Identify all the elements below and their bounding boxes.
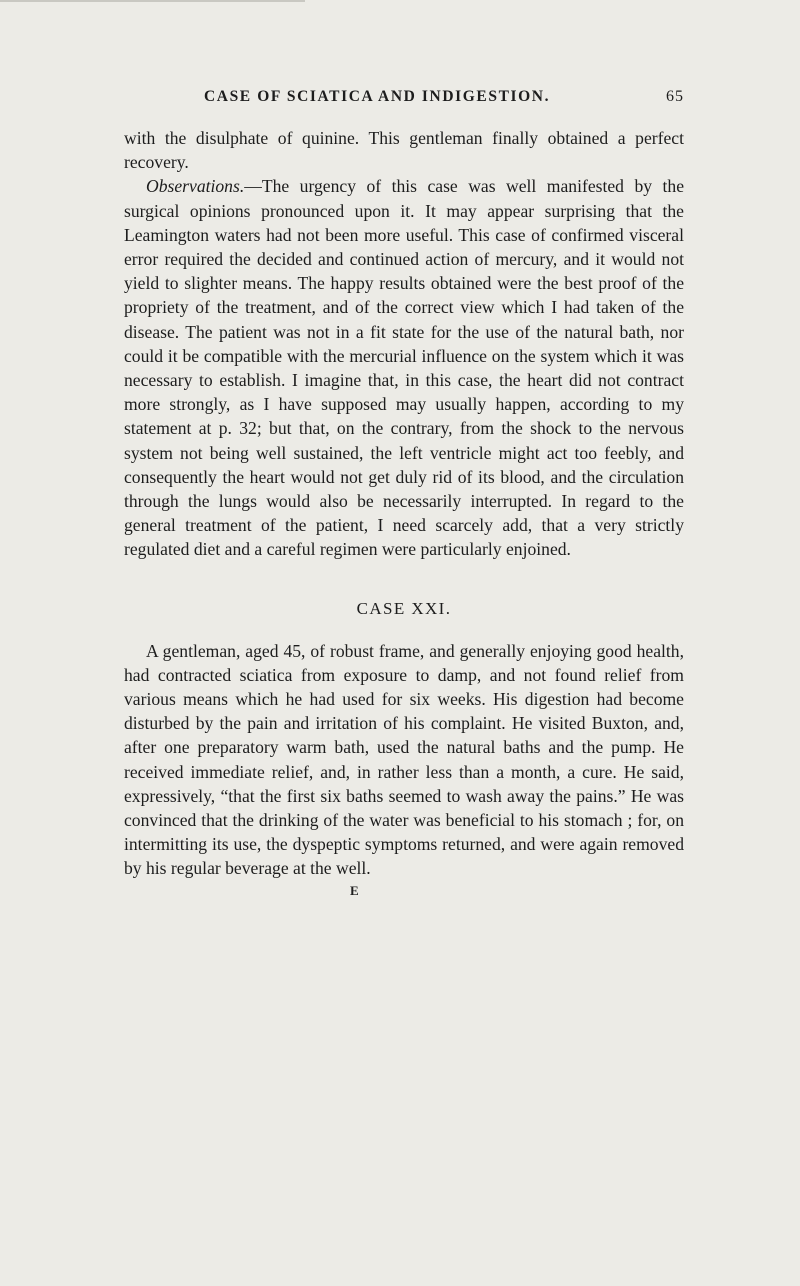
observations-text: —The urgency of this case was well manifested by the surgical opinions pronounced upon it. It may appear surprising that the Leamington waters had not been more useful. This case of confirmed visceral error required the decided and continued action of mercury, and it would not yield to slighter means. The happy results obtained were the best proof of the propriety of the treatment, and of the correct view which I had taken of the disease. The patient was not in a fit state for the use of the natural bath, nor could it be compatible with the mercurial influence on the system which it was necessary to establish. I imagine that, in this case, the heart did not contract more strongly, as I have supposed may usually happen, according to my statement at p. 32; but that, on the contrary, from the shock to the nervous system not being well sustained, the left ventricle might act too feebly, and consequently the heart would not get duly rid of its blood, and the circulation through the lungs would also be necessarily interrupted. In regard to the general treatment of the patient, I need scarcely add, that a very strictly regulated diet and a careful regimen were particularly enjoined. — [124, 176, 684, 560]
signature-mark: E — [350, 882, 359, 898]
running-head — [124, 88, 684, 110]
paragraph-case-xxi: A gentleman, aged 45, of robust frame, and generally enjoying good health, had contracted sciatica from exposure to damp, and not found relief from various means which he had used for six weeks. His digestion had become disturbed by the pain and irritation of his complaint. He visited Buxton, and, after one preparatory warm bath, used the natural baths and the pump. He received immediate relief, and, in rather less than a month, a cure. He said, expressively, “that the first six baths seemed to wash away the pains.” He was convinced that the drinking of the water was beneficial to his stomach ; for, on intermitting its use, the dyspeptic symptoms returned, and were again removed by his regular beverage at the well. — [124, 640, 684, 879]
paragraph-observations — [124, 174, 684, 561]
observations-label: Observations. — [146, 176, 245, 197]
body-text — [124, 126, 684, 901]
top-edge-rule — [0, 0, 305, 2]
running-head-title: CASE OF SCIATICA AND INDIGESTION. — [204, 88, 551, 105]
paragraph-continuation: with the disulphate of quinine. This gentleman finally obtained a perfect recovery. — [124, 128, 684, 173]
page-number: 65 — [666, 88, 684, 105]
case-heading: CASE XXI. — [356, 598, 452, 618]
